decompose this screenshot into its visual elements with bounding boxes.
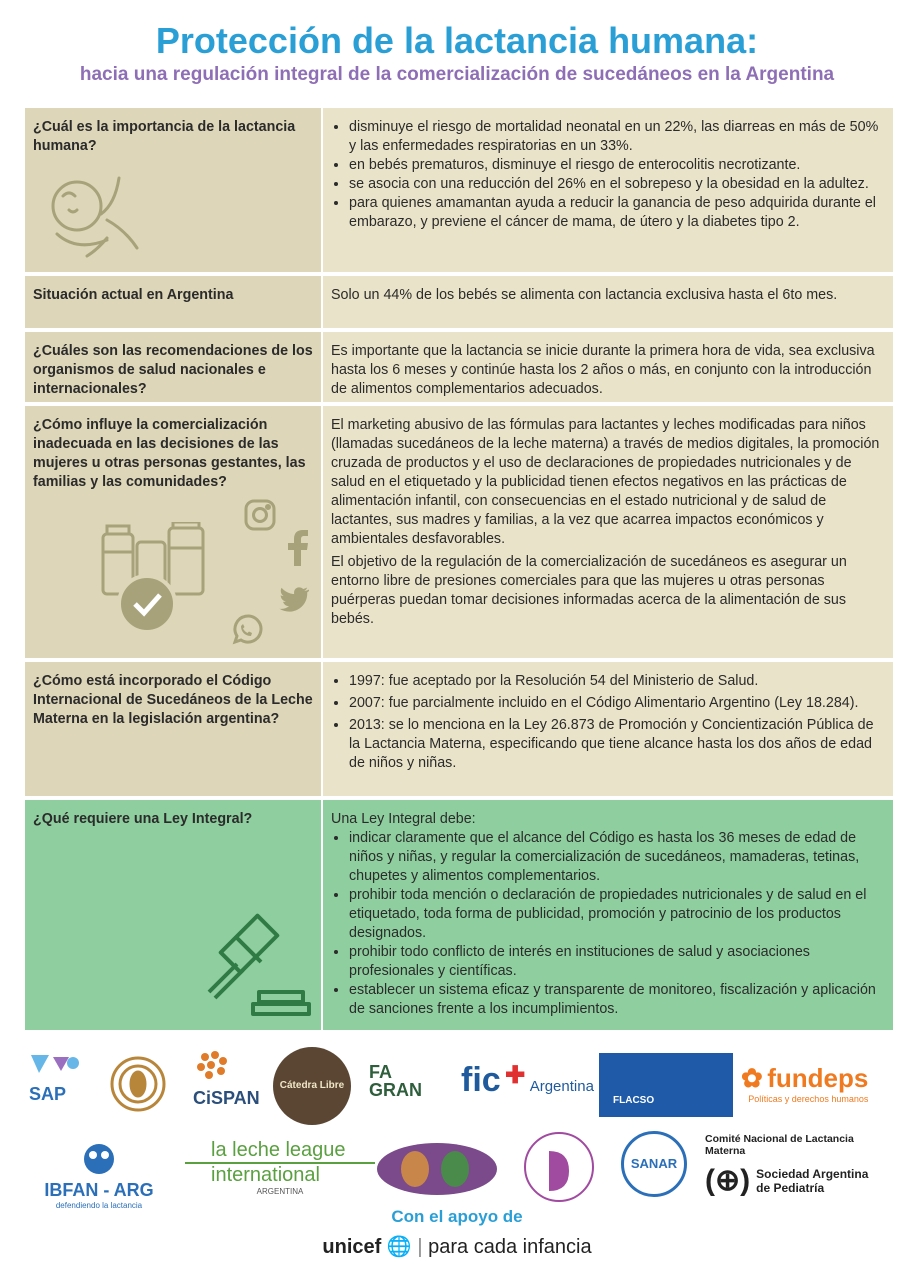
answer-cell [323, 662, 893, 796]
question-cell [25, 276, 321, 328]
answer-cell [323, 800, 893, 1030]
question-text: Situación actual en Argentina [33, 287, 234, 303]
list-item: • se asocia con una reducción del 26% en el sobrepeso y la obesidad en la adultez. [349, 175, 885, 194]
comite-text: Comité Nacional de Lactancia Materna [705, 1133, 854, 1157]
question-text: ¿Cómo influye la comercialización inadecuada en las decisiones de las mujeres u otras personas gestantes, las familias y las comunidades? [33, 417, 306, 490]
fic-plus-icon: ✚ [505, 1062, 526, 1089]
fic-logo-sub: Argentina [529, 1078, 594, 1095]
question-text: ¿Cuál es la importancia de la lactancia humana? [33, 119, 296, 154]
fic-logo [461, 1061, 594, 1100]
answer-cell [323, 276, 893, 328]
fundeps-logo [741, 1063, 868, 1104]
twitter-icon [277, 586, 309, 614]
breastfeeding-org-logo [109, 1055, 167, 1113]
list-item: • disminuye el riesgo de mortalidad neonatal en un 22%, las diarreas en más de 50% y las enfermedades respiratorias en un 33%. [349, 118, 885, 156]
list-item: • 2013: se lo menciona en la Ley 26.873 de Promoción y Concientización Pública de la Lactancia Materna, especificando que tiene alcance hasta los dos años de edad de niños y niñas. [349, 716, 885, 773]
fagran-text-2: GRAN [369, 1080, 422, 1100]
fundeps-logo-text: fundeps [767, 1063, 869, 1093]
list-item: • establecer un sistema eficaz y transparente de monitoreo, fiscalización y aplicación de sanciones frente a los incumplimientos. [349, 981, 885, 1019]
list-item: • indicar claramente que el alcance del Código es hasta los 36 meses de edad de niños y niñas, y regular la comercialización de sucedáneos, mamaderas, tetinas, chupetes y alimentos complementarios. [349, 829, 885, 886]
answer-paragraph: El objetivo de la regulación de la comercialización de sucedáneos es asegurar un entorno libre de presiones comerciales para que las mujeres u otras personas puérperas puedan tomar decisiones informadas acerca de la alimentación de sus bebés. [331, 554, 847, 627]
comite-lactancia-logo [705, 1133, 893, 1198]
answer-intro: Una Ley Integral debe: [331, 811, 476, 827]
sap-logo [29, 1053, 81, 1115]
ibfan-logo-text: IBFAN - ARG [44, 1180, 154, 1200]
fagran-text-1: FA [369, 1062, 393, 1082]
facebook-icon [287, 530, 309, 566]
row-recommendations [25, 332, 893, 402]
question-cell [25, 406, 321, 658]
sanar-logo-text: SANAR [630, 1156, 678, 1171]
instagram-icon [243, 498, 277, 532]
question-text: ¿Cuáles son las recomendaciones de los organismos de salud nacionales e internacionales? [33, 343, 313, 397]
baby-breastfeeding-icon [39, 164, 149, 264]
answer-cell [323, 332, 893, 402]
list-item: • 2007: fue parcialmente incluido en el Código Alimentario Argentino (Ley 18.284). [349, 694, 885, 713]
flacso-logo-text: FLACSO [613, 1095, 655, 1106]
list-item: • prohibir todo conflicto de interés en instituciones de salud y asociaciones profesionales y científicas. [349, 943, 885, 981]
answer-paragraph: El marketing abusivo de las fórmulas para lactantes y leches modificadas para niños (llamadas sucedáneos de la leche materna) a través de medios digitales, la promoción cruzada de productos y el uso de declaraciones de propiedades nutricionales y de salud en el etiquetado y la publicidad tienen efectos negativos en las prácticas de alimentación infantil, con consecuencias en el estado nutricional y de salud de lactantes, sus madres y familias, a la vez que acarrea impactos económicos y ambientales desfavorables. [331, 417, 880, 547]
row-code-legislation [25, 662, 893, 796]
gavel-icon [205, 912, 315, 1020]
question-text: ¿Qué requiere una Ley Integral? [33, 811, 253, 827]
sanar-logo [621, 1131, 687, 1197]
flacso-logo [599, 1053, 733, 1117]
formula-cans-icon [97, 522, 217, 638]
indigenous-art-logo [375, 1141, 499, 1197]
page-subtitle: hacia una regulación integral de la comercialización de sucedáneos en la Argentina [79, 64, 835, 85]
question-cell [25, 800, 321, 1030]
list-item: • prohibir toda mención o declaración de propiedades nutricionales y de salud en el etiquetado, toda forma de publicidad, promoción y patrocinio de los productos designados. [349, 886, 885, 943]
salud-mental-perinatal-logo [519, 1131, 599, 1203]
question-cell [25, 332, 321, 402]
row-integral-law [25, 800, 893, 1030]
lll-text-2: international [185, 1162, 375, 1187]
page-title: Protección de la lactancia humana: [155, 20, 759, 61]
row-commercialization [25, 406, 893, 658]
cispan-logo [193, 1049, 263, 1109]
unicef-tagline: para cada infancia [428, 1236, 592, 1258]
sap2-text-1: Sociedad Argentina [756, 1166, 869, 1181]
row-situation [25, 276, 893, 328]
logos-area [25, 1047, 893, 1210]
sap2-text-2: de Pediatría [756, 1180, 825, 1195]
footer-divider: | [417, 1236, 423, 1258]
la-leche-league-logo [185, 1139, 375, 1196]
sap-bracket-icon: (⊕) [705, 1164, 751, 1197]
answer-cell [323, 108, 893, 272]
row-importance [25, 108, 893, 272]
unicef-footer [0, 1234, 914, 1259]
lll-text-1: la leche league [211, 1139, 346, 1161]
unicef-globe-icon: 🌐 [386, 1236, 412, 1258]
answer-text: Es importante que la lactancia se inicie durante la primera hora de vida, sea exclusiva hasta los 6 meses y continúe hasta los 2 años o más, en conjunto con la introducción de alimentos complementarios adecuados. [331, 343, 875, 397]
support-label: Con el apoyo de [391, 1207, 523, 1226]
unicef-logo-text: unicef [322, 1236, 382, 1258]
question-cell [25, 662, 321, 796]
ibfan-logo [39, 1143, 159, 1210]
fic-logo-text: fic [461, 1061, 501, 1099]
catedra-libre-logo [273, 1047, 351, 1125]
question-text: ¿Cómo está incorporado el Código Internacional de Sucedáneos de la Leche Materna en la legislación argentina? [33, 673, 313, 727]
catedra-logo-text: Cátedra Libre [279, 1080, 345, 1091]
sap-logo-text: SAP [29, 1084, 67, 1104]
answer-cell [323, 406, 893, 658]
answer-text: Solo un 44% de los bebés se alimenta con lactancia exclusiva hasta el 6to mes. [331, 287, 838, 303]
fundeps-logo-sub: Políticas y derechos humanos [748, 1094, 869, 1104]
list-item: • para quienes amamantan ayuda a reducir la ganancia de peso adquirida durante el embarazo, y previene el cáncer de mama, de útero y la diabetes tipo 2. [349, 194, 885, 232]
ibfan-logo-sub: defendiendo la lactancia [55, 1201, 143, 1210]
fagran-logo [369, 1063, 422, 1099]
list-item: • 1997: fue aceptado por la Resolución 54 del Ministerio de Salud. [349, 672, 885, 691]
list-item: • en bebés prematuros, disminuye el riesgo de enterocolitis necrotizante. [349, 156, 885, 175]
whatsapp-icon [229, 614, 263, 648]
question-cell [25, 108, 321, 272]
lll-text-3: ARGENTINA [256, 1187, 304, 1196]
cispan-logo-text: CiSPAN [193, 1088, 260, 1108]
fundeps-flower-icon: ✿ [741, 1063, 763, 1093]
